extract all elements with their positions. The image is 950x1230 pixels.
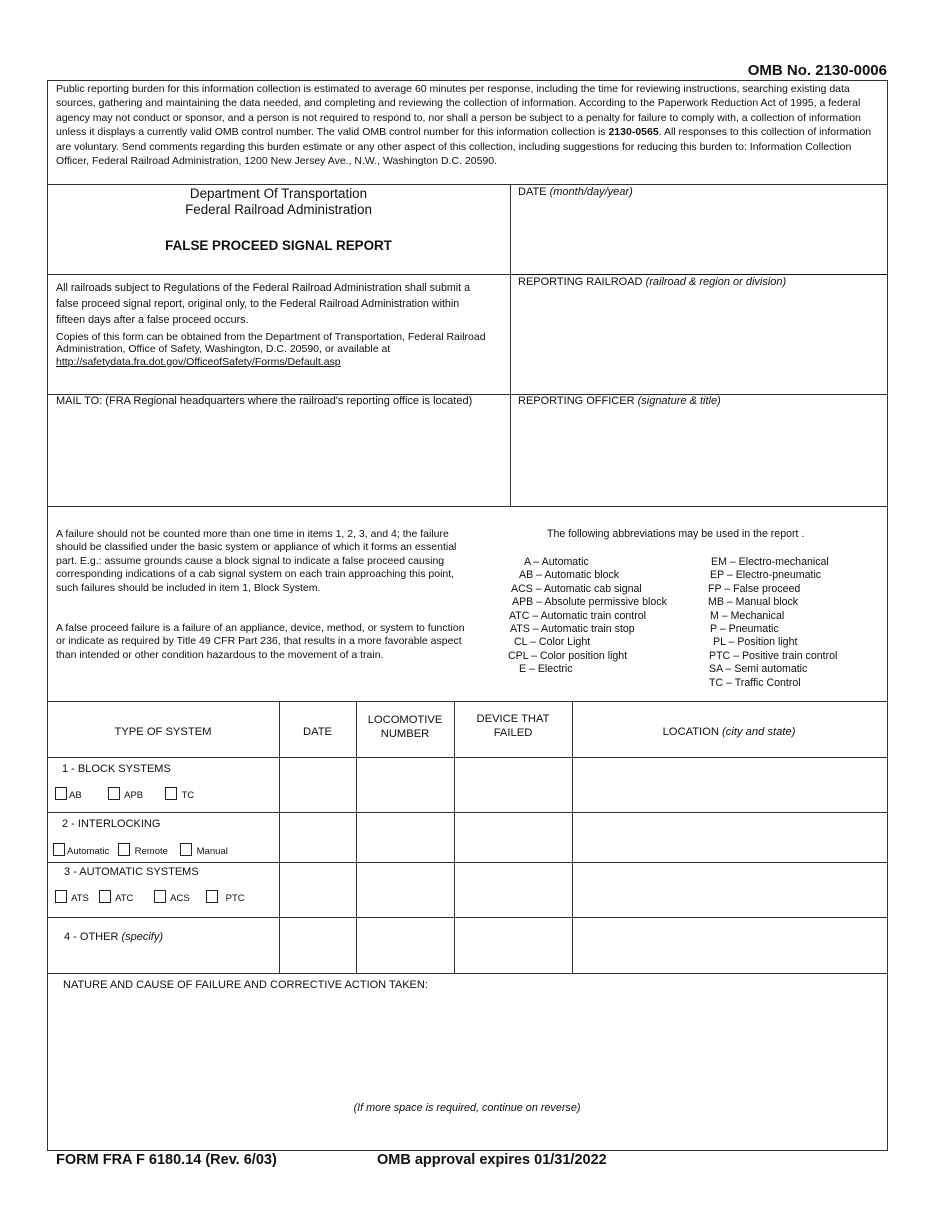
header-locomotive-line2: NUMBER — [380, 728, 430, 740]
cell-locomotive-number-row-4[interactable] — [357, 918, 454, 973]
mail-to-label: MAIL TO: (FRA Regional headquarters where the railroad's reporting office is located) — [56, 395, 473, 407]
agency-header — [47, 186, 510, 254]
checkbox-acs-label: ACS — [170, 893, 190, 904]
checkbox-apb-box[interactable] — [108, 787, 120, 800]
checkbox-atc-box[interactable] — [99, 890, 111, 903]
block-systems-options — [55, 787, 275, 801]
cell-device-failed-row-1[interactable] — [455, 758, 572, 812]
form-title: FALSE PROCEED SIGNAL REPORT — [165, 238, 392, 253]
abbreviation-item: E – Electric — [519, 663, 573, 676]
checkbox-tc-box[interactable] — [165, 787, 177, 800]
checkbox-acs[interactable] — [154, 890, 190, 904]
checkbox-apb-label: APB — [124, 790, 144, 801]
copies-instructions — [56, 331, 508, 368]
abbreviation-item: PTC – Positive train control — [709, 649, 838, 662]
abbreviation-item: FP – False proceed — [708, 582, 801, 595]
cell-locomotive-number-row-1[interactable] — [357, 758, 454, 812]
dept-name: Department Of Transportation — [189, 186, 368, 201]
header-date: DATE — [302, 726, 332, 738]
railroad-hint: (railroad & region or division) — [645, 276, 787, 288]
instruction-line-2: false proceed signal report, original only, to the Federal Railroad Administration within — [56, 298, 460, 310]
admin-name: Federal Railroad Administration — [185, 202, 372, 217]
checkbox-automatic-label: Automatic — [67, 846, 110, 857]
mail-to-field[interactable] — [47, 395, 510, 506]
abbreviation-item: P – Pneumatic — [710, 623, 779, 635]
cell-device-failed-row-3[interactable] — [455, 863, 572, 917]
form-number: FORM FRA F 6180.14 (Rev. 6/03) — [56, 1152, 277, 1168]
checkbox-apb[interactable] — [108, 787, 143, 801]
cell-location-row-3[interactable] — [573, 863, 886, 917]
checkbox-ptc-box[interactable] — [206, 890, 218, 903]
cell-device-failed-row-2[interactable] — [455, 813, 572, 862]
row-label-other — [64, 931, 163, 943]
abbreviation-item: EP – Electro-pneumatic — [710, 569, 822, 582]
nature-cause-field[interactable] — [48, 974, 886, 1149]
checkbox-remote-label: Remote — [134, 846, 168, 857]
date-label: DATE — [518, 186, 547, 198]
header-device-line2: FAILED — [493, 727, 533, 739]
burden-control-number: 2130-0565 — [608, 126, 659, 139]
date-hint: (month/day/year) — [549, 186, 633, 198]
abbreviation-item: ATC – Automatic train control — [509, 609, 646, 622]
abbreviations-intro: The following abbreviations may be used in the report . — [547, 528, 805, 540]
checkbox-automatic-box[interactable] — [53, 843, 65, 856]
abbreviation-item: CL – Color Light — [514, 636, 591, 649]
header-location-hint: (city and state) — [722, 726, 796, 738]
omb-number: OMB No. 2130-0006 — [747, 62, 887, 79]
checkbox-tc-label: TC — [181, 790, 195, 801]
row-other-hint: (specify) — [121, 931, 164, 943]
railroad-label: REPORTING RAILROAD — [518, 276, 643, 288]
abbreviation-item: MB – Manual block — [708, 596, 799, 609]
checkbox-tc[interactable] — [165, 787, 194, 801]
header-device-line1: DEVICE THAT — [476, 713, 550, 725]
checkbox-ptc[interactable] — [206, 890, 245, 904]
checkbox-ab[interactable] — [55, 787, 82, 801]
row-label-block-systems: 1 - BLOCK SYSTEMS — [62, 763, 171, 775]
checkbox-atc[interactable] — [99, 890, 133, 904]
row-other-label: 4 - OTHER — [64, 931, 119, 943]
checkbox-remote[interactable] — [118, 843, 168, 857]
false-proceed-definition: A false proceed failure is a failure of an appliance, device, method, or system to function or indicate as required by Title 49 CFR Part 236, that results in a more favorable aspect than intended or other condition hazardous to the movement of a train. — [56, 622, 465, 661]
abbreviation-item: ACS – Automatic cab signal — [511, 582, 642, 595]
checkbox-ats-label: ATS — [71, 893, 89, 904]
abbreviation-item: APB – Absolute permissive block — [512, 596, 667, 609]
burden-text-1: Public reporting burden for this information collection is estimated to average 60 minutes per response, including the time for reviewing instructions, searching existing data sources, gathering and maintaining the data needed, and completing and reviewing the collection of information. According to the Paperwork Reduction Act of 1995, a federal agency may not conduct or sponsor, and a person is not required to respond to, nor shall a person be subject to a penalty for failure to comply with, a collection of information unless it displays a currently valid OMB control number. The valid OMB control number for this information collection is — [56, 83, 861, 139]
instruction-line-3: fifteen days after a false proceed occurs. — [56, 314, 249, 326]
forms-url-link[interactable]: http://safetydata.fra.dot.gov/OfficeofSafety/Forms/Default.asp — [56, 355, 341, 368]
nature-cause-label: NATURE AND CAUSE OF FAILURE AND CORRECTIVE ACTION TAKEN: — [63, 979, 428, 991]
cell-location-row-2[interactable] — [573, 813, 886, 862]
failure-count-note: A failure should not be counted more than one time in items 1, 2, 3, and 4; the failure should be classified under the basic system or appliance of which it forms an essential part. E.g.: assume grounds cause a block signal to indicate a false proceed causing corresponding indications of a cab signal system on each train approaching this point, such failures should be included in item 1, Block System. — [56, 528, 457, 594]
header-locomotive-line1: LOCOMOTIVE — [367, 714, 443, 726]
date-field[interactable] — [510, 185, 886, 274]
abbreviation-item: EM – Electro-mechanical — [711, 556, 829, 568]
checkbox-ptc-label: PTC — [225, 893, 245, 904]
header-location — [572, 726, 886, 738]
checkbox-manual-label: Manual — [196, 846, 228, 857]
checkbox-ab-label: AB — [69, 790, 82, 801]
reporting-officer-field[interactable] — [510, 395, 886, 506]
cell-locomotive-number-row-3[interactable] — [357, 863, 454, 917]
cell-location-row-4[interactable] — [573, 918, 886, 973]
cell-locomotive-number-row-2[interactable] — [357, 813, 454, 862]
abbreviation-item: A – Automatic — [524, 556, 589, 568]
automatic-systems-options — [55, 890, 275, 904]
burden-text-2: . All responses to this collection of information are voluntary. Send comments regarding this burden estimate or any other aspect of this collection, including suggestions for reducing this burden to: Information Collection Officer, Federal Railroad Administration, 1200 New Jersey Ave., N.W., Washington D.C. 20590. — [56, 126, 872, 168]
burden-statement — [56, 82, 882, 168]
cell-device-failed-row-4[interactable] — [455, 918, 572, 973]
cell-date-row-4[interactable] — [280, 918, 356, 973]
instruction-line-1: All railroads subject to Regulations of the Federal Railroad Administration shall submit a — [56, 282, 471, 294]
abbreviation-item: ATS – Automatic train stop — [510, 623, 635, 635]
cell-date-row-1[interactable] — [280, 758, 356, 812]
reporting-railroad-field[interactable] — [510, 275, 886, 394]
checkbox-acs-box[interactable] — [154, 890, 166, 903]
header-location-label: LOCATION — [662, 726, 719, 738]
header-type-of-system: TYPE OF SYSTEM — [114, 726, 212, 738]
interlocking-options — [53, 843, 273, 857]
officer-label: REPORTING OFFICER — [518, 395, 635, 407]
abbreviation-item: AB – Automatic block — [519, 569, 620, 582]
checkbox-automatic[interactable] — [53, 843, 109, 857]
abbreviation-item: M – Mechanical — [710, 609, 785, 622]
checkbox-atc-label: ATC — [115, 893, 134, 904]
checkbox-manual[interactable] — [180, 843, 228, 857]
header-locomotive-number — [356, 713, 454, 741]
abbreviation-item: TC – Traffic Control — [709, 676, 801, 689]
omb-expiry: OMB approval expires 01/31/2022 — [377, 1152, 607, 1168]
copies-text: Copies of this form can be obtained from the Department of Transportation, Federal Railroad Administration, Office of Safety, Washington, D.C. 20590, or available at — [56, 331, 486, 356]
header-device-failed — [454, 712, 572, 740]
cell-date-row-2[interactable] — [280, 813, 356, 862]
checkbox-ats[interactable] — [55, 890, 89, 904]
row-label-automatic-systems: 3 - AUTOMATIC SYSTEMS — [64, 866, 199, 878]
row-label-interlocking: 2 - INTERLOCKING — [62, 818, 161, 830]
checkbox-ats-box[interactable] — [55, 890, 67, 903]
abbreviation-item: CPL – Color position light — [508, 649, 628, 662]
checkbox-manual-box[interactable] — [180, 843, 192, 856]
continue-note: (If more space is required, continue on reverse) — [353, 1102, 581, 1114]
abbreviation-item: SA – Semi automatic — [709, 663, 808, 676]
checkbox-ab-box[interactable] — [55, 787, 67, 800]
submission-instructions — [56, 280, 508, 328]
checkbox-remote-box[interactable] — [118, 843, 130, 856]
cell-date-row-3[interactable] — [280, 863, 356, 917]
abbreviation-item: PL – Position light — [713, 636, 798, 649]
cell-location-row-1[interactable] — [573, 758, 886, 812]
officer-hint: (signature & title) — [637, 395, 721, 407]
